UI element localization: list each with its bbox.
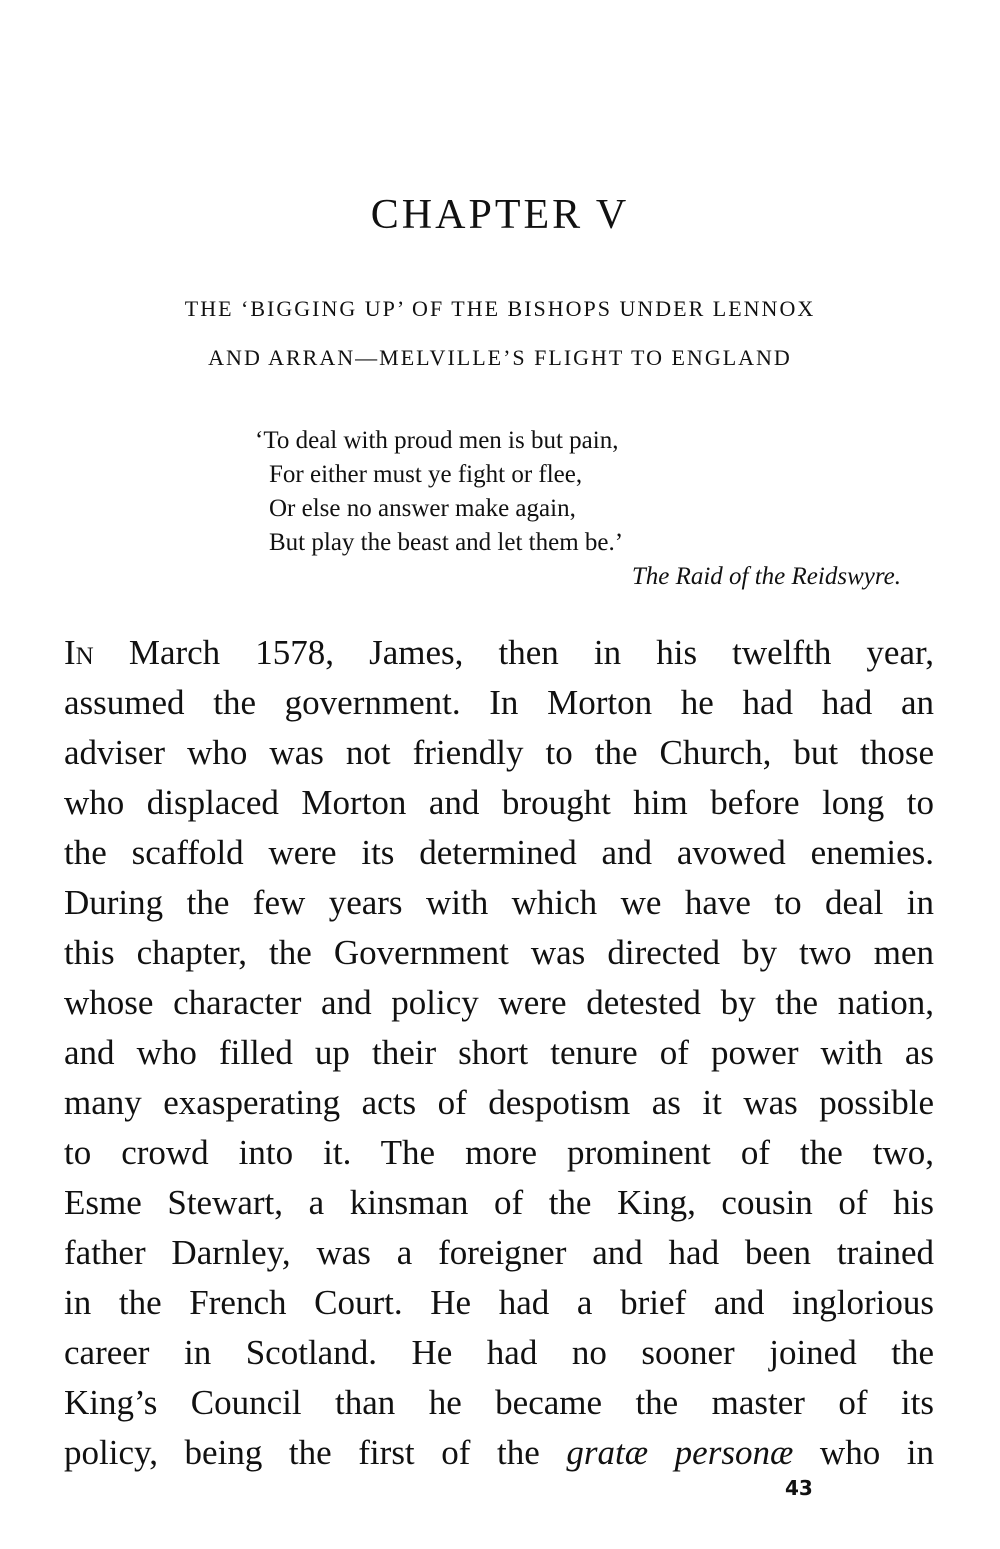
body-paragraph xyxy=(64,628,934,1478)
body-line: to crowd into it. The more prominent of the two, xyxy=(64,1133,934,1172)
body-line xyxy=(64,1428,934,1478)
chapter-heading: CHAPTER V xyxy=(370,192,630,238)
body-line-text: March 1578, James, then in his twelfth year, xyxy=(93,633,934,672)
epigraph-line: For either must ye fight or flee, xyxy=(269,461,583,488)
epigraph-line: But play the beast and let them be.’ xyxy=(269,529,624,556)
page-number: 43 xyxy=(785,1476,813,1500)
chapter-subtitle-line-1: THE ‘BIGGING UP’ OF THE BISHOPS UNDER LENNOX xyxy=(184,296,816,321)
italic-phrase: gratæ personæ xyxy=(566,1433,794,1472)
epigraph-source: The Raid of the Reidswyre. xyxy=(631,563,901,590)
body-line: and who filled up their short tenure of power with as xyxy=(64,1033,934,1072)
epigraph-line: Or else no answer make again, xyxy=(269,495,576,522)
body-line: assumed the government. In Morton he had had an xyxy=(64,683,934,722)
epigraph xyxy=(255,424,915,594)
body-line: the scaffold were its determined and avowed enemies. xyxy=(64,833,934,872)
lead-word: In xyxy=(64,633,94,672)
chapter-subtitle-line-2: AND ARRAN—MELVILLE’S FLIGHT TO ENGLAND xyxy=(208,345,792,370)
body-line: this chapter, the Government was directed by two men xyxy=(64,933,934,972)
body-line: in the French Court. He had a brief and inglorious xyxy=(64,1283,934,1322)
body-line: many exasperating acts of despotism as it was possible xyxy=(64,1083,934,1122)
body-line: career in Scotland. He had no sooner joined the xyxy=(64,1333,934,1372)
body-line: adviser who was not friendly to the Church, but those xyxy=(64,733,934,772)
body-line-text: who in xyxy=(793,1433,935,1472)
body-line-text: policy, being the first of the xyxy=(64,1433,567,1472)
epigraph-line: ‘To deal with proud men is but pain, xyxy=(255,427,619,454)
body-line: whose character and policy were detested by the nation, xyxy=(64,983,934,1022)
body-line xyxy=(64,628,934,678)
body-line: father Darnley, was a foreigner and had been trained xyxy=(64,1233,934,1272)
body-line: who displaced Morton and brought him before long to xyxy=(64,783,934,822)
body-line: King’s Council than he became the master of its xyxy=(64,1383,934,1422)
body-line: Esme Stewart, a kinsman of the King, cousin of his xyxy=(64,1183,934,1222)
body-line: During the few years with which we have to deal in xyxy=(64,883,934,922)
